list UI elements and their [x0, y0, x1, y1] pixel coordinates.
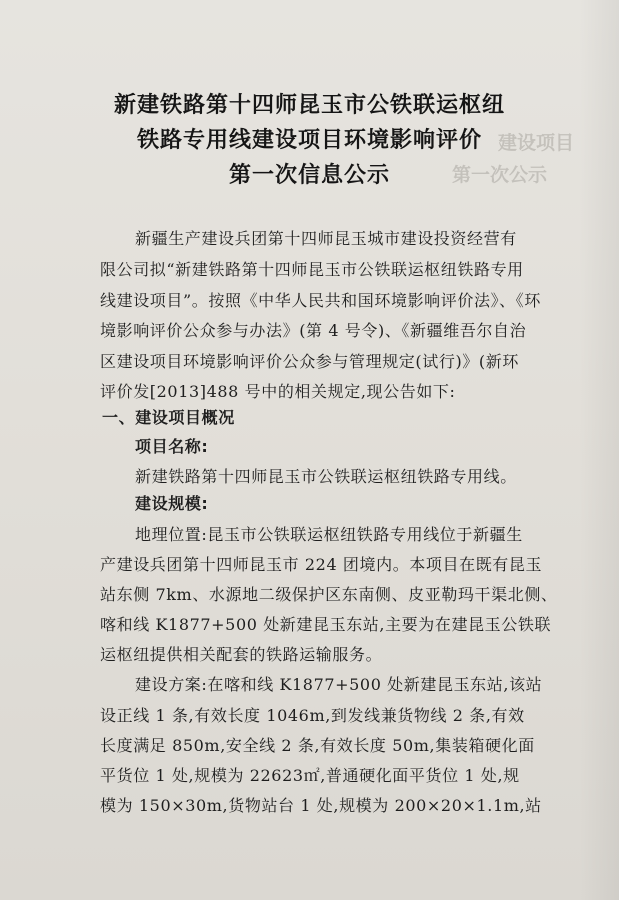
- intro-line-1: 新疆生产建设兵团第十四师昆玉城市建设投资经营有: [135, 229, 517, 248]
- plan-line-4: 平货位 1 处,规模为 22623㎡,普通硬化面平货位 1 处,规: [100, 766, 520, 785]
- section-1-heading: 一、建设项目概况: [102, 408, 235, 427]
- intro-line-4: 境影响评价公众参与办法》(第 4 号令)、《新疆维吾尔自治: [100, 321, 527, 340]
- plan-line-3: 长度满足 850m,安全线 2 条,有效长度 50m,集装箱硬化面: [100, 736, 535, 755]
- location-line-3: 站东侧 7km、水源地二级保护区东南侧、皮亚勒玛干渠北侧、: [100, 585, 558, 604]
- intro-line-2: 限公司拟“新建铁路第十四师昆玉市公铁联运枢纽铁路专用: [100, 260, 524, 279]
- location-line-4: 喀和线 K1877+500 处新建昆玉东站,主要为在建昆玉公铁联: [100, 615, 552, 634]
- intro-line-6: 评价发[2013]488 号中的相关规定,现公告如下:: [100, 382, 456, 401]
- plan-line-5: 模为 150×30m,货物站台 1 处,规模为 200×20×1.1m,站: [100, 796, 542, 815]
- project-name-value: 新建铁路第十四师昆玉市公铁联运枢纽铁路专用线。: [135, 467, 517, 486]
- bleed-through-text-2: 第一次公示: [452, 164, 548, 186]
- project-name-label: 项目名称:: [135, 437, 209, 456]
- location-line-2: 产建设兵团第十四师昆玉市 224 团境内。本项目在既有昆玉: [100, 555, 543, 574]
- document-title-line-3: 第一次信息公示: [228, 163, 390, 188]
- location-line-1: 地理位置:昆玉市公铁联运枢纽铁路专用线位于新疆生: [135, 525, 523, 544]
- bleed-through-text-1: 建设项目: [498, 132, 575, 154]
- document-title-line-1: 新建铁路第十四师昆玉市公铁联运枢纽: [113, 93, 505, 118]
- intro-line-5: 区建设项目环境影响评价公众参与管理规定(试行)》(新环: [100, 352, 519, 371]
- plan-line-1: 建设方案:在喀和线 K1877+500 处新建昆玉东站,该站: [135, 675, 543, 694]
- intro-line-3: 线建设项目”。按照《中华人民共和国环境影响评价法》、《环: [100, 291, 541, 310]
- document-title-line-2: 铁路专用线建设项目环境影响评价: [136, 128, 482, 153]
- location-line-5: 运枢纽提供相关配套的铁路运输服务。: [100, 645, 383, 664]
- plan-line-2: 设正线 1 条,有效长度 1046m,到发线兼货物线 2 条,有效: [100, 706, 525, 725]
- page-edge-shadow: [579, 0, 619, 900]
- construction-scale-label: 建设规模:: [135, 494, 209, 513]
